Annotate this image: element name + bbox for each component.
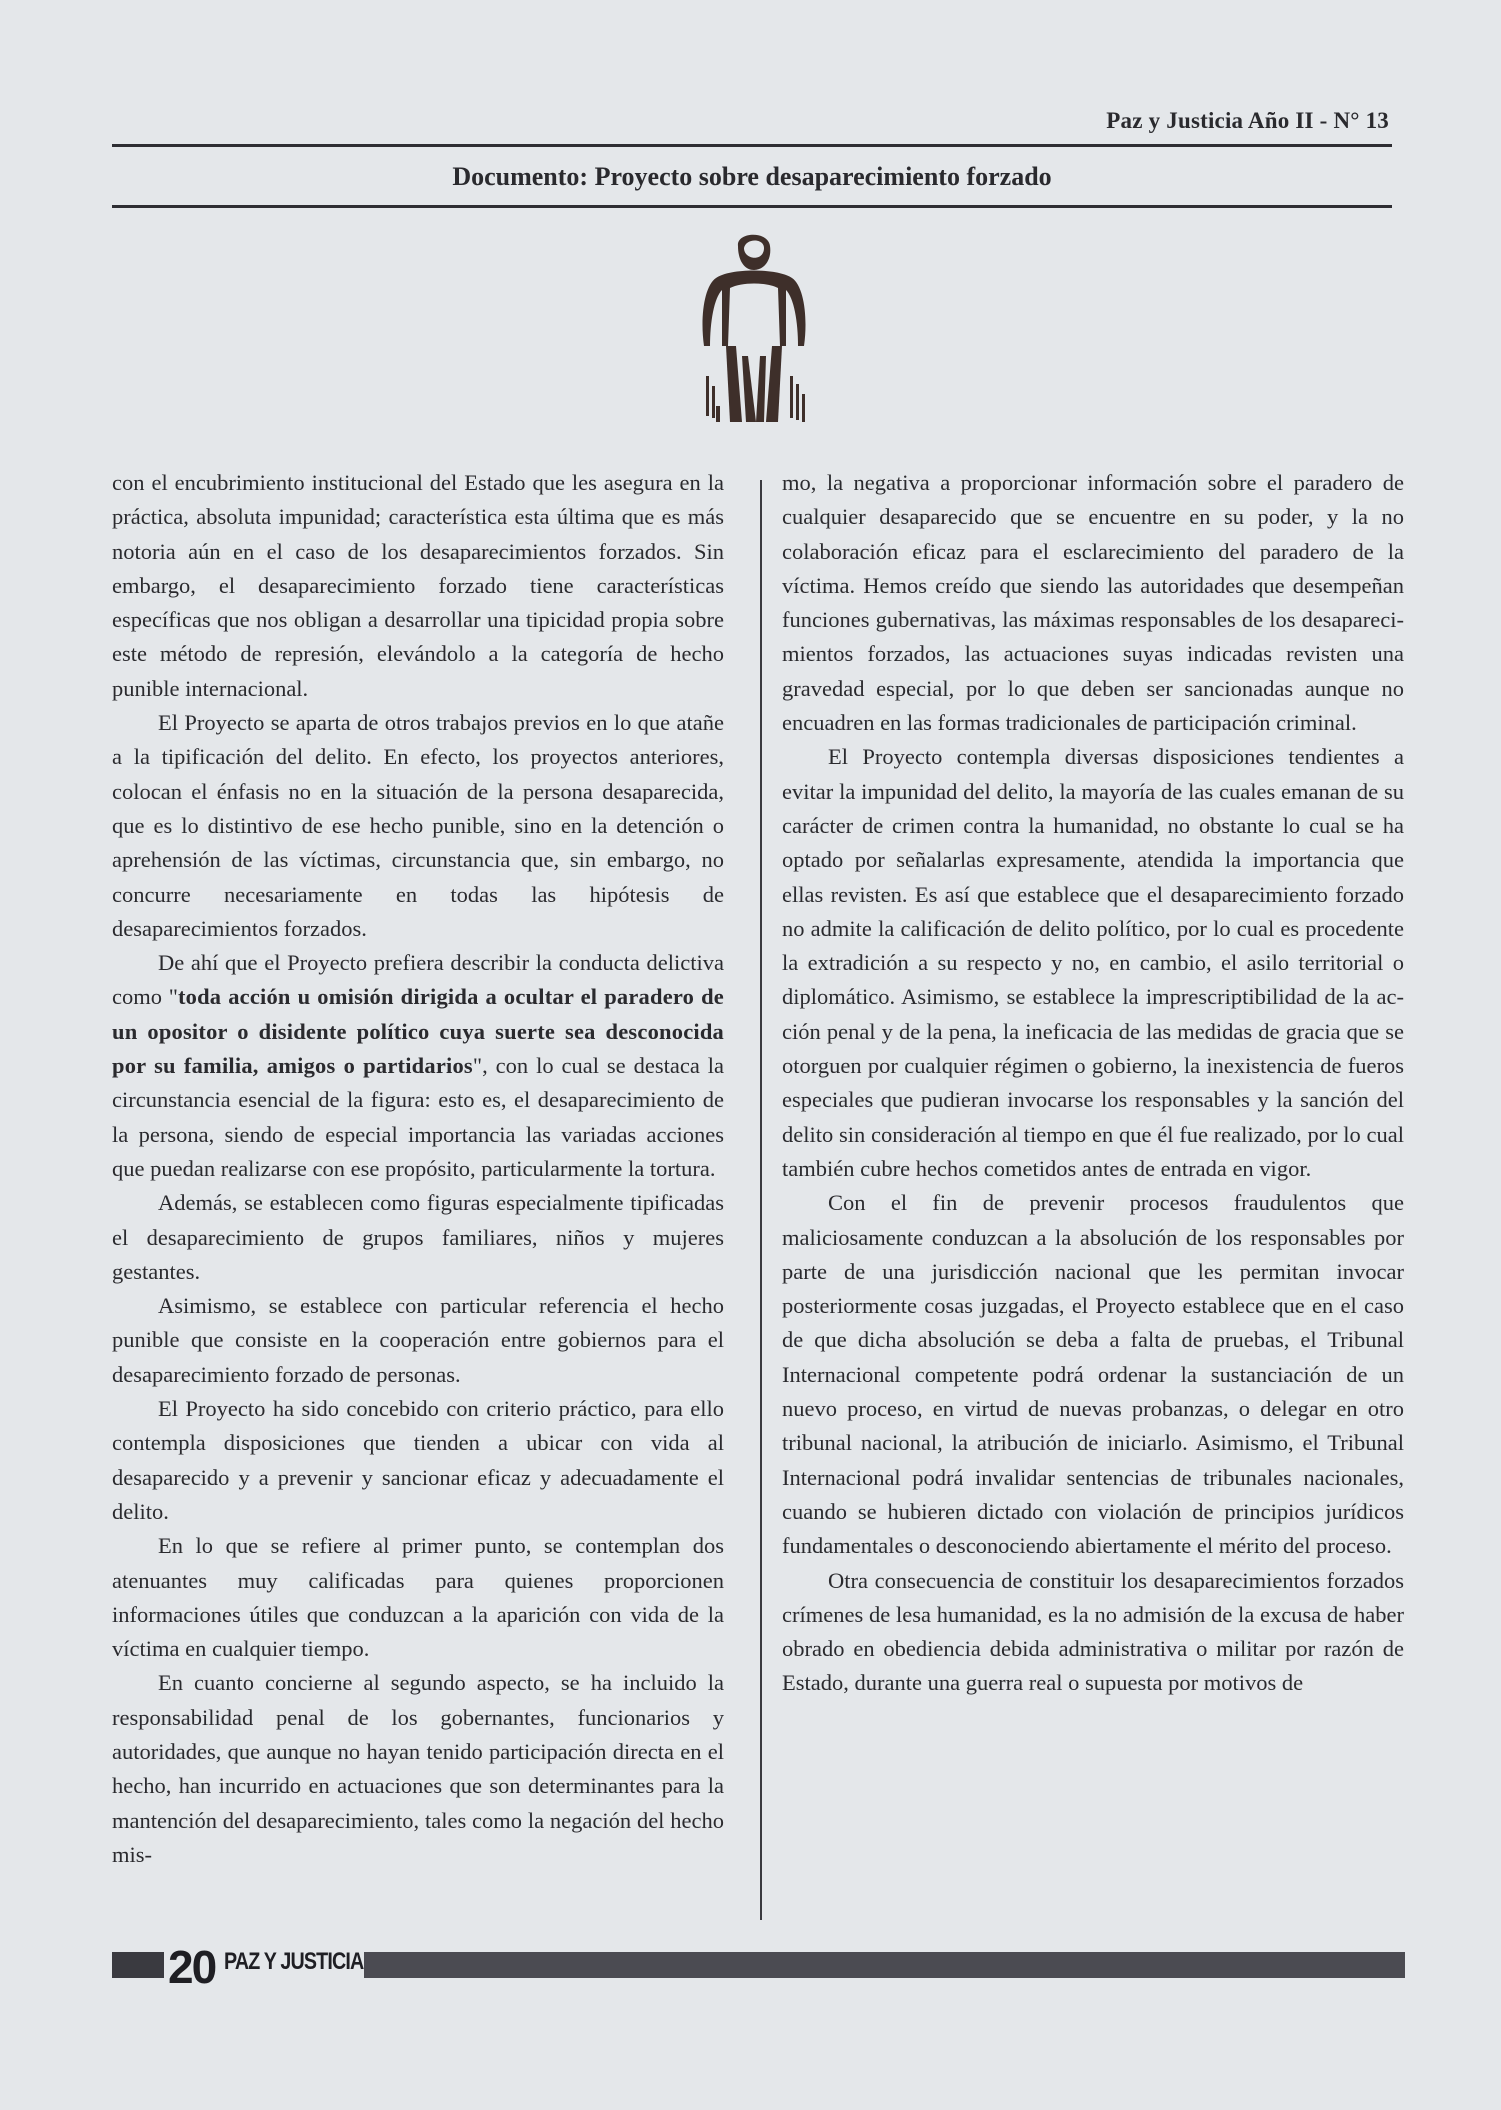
paragraph: El Proyecto contempla diversas disposiciones tendientes a evitar la impunidad del delito, la mayoría de las cuales emanan de su carácter de crimen contra la humanidad, no obstante lo cual se ha optado por señalarlas expresamente, atendida la importancia que ellas revisten. Es así que establece que el desaparecimiento forzado no admite la calificación de delito político, por lo cual es procedente la extradición a su respecto y no, en cambio, el asilo territorial o diplomático. Asimismo, se establece la imprescriptibilidad de la acción penal y de la pena, la ineficacia de las medidas de gracia que se otorguen por cualquier régimen o gobierno, la inexistencia de fueros especiales que pudieran invocarse los responsables y la sanción del delito sin consideración al tiempo en que él fue realizado, por lo cual también cubre hechos cometidos antes de entrada en vigor. xyxy=(782,744,1404,1181)
title-rule xyxy=(112,205,1392,208)
column-divider xyxy=(760,480,762,1920)
human-figure-icon xyxy=(686,226,820,426)
paragraph: En cuanto concierne al segundo aspecto, se ha incluido la responsabilidad penal de los gobernantes, funcionarios y autoridades, que aunque no hayan tenido participación directa en el hecho, han incurrido en actuaciones que son determinantes para la mantención del desaparecimiento, tales como la negación del hecho mis- xyxy=(112,1670,724,1867)
paragraph-with-quote xyxy=(112,946,724,1186)
quoted-definition: toda acción u omisión dirigida a ocultar el paradero de un opositor o disidente político cuya suerte sea desconocida por su familia, amigos o partidarios xyxy=(112,984,724,1079)
paragraph: Otra consecuencia de constituir los desaparecimientos forzados crímenes de lesa humanidad, es la no admisión de la excusa de haber obrado en obediencia debida administrativa o militar por razón de Estado, durante una guerra real o supuesta por motivos de xyxy=(782,1567,1404,1696)
running-head: Paz y Justicia Año II - N° 13 xyxy=(1106,108,1389,133)
paragraph: El Proyecto ha sido concebido con criterio práctico, para ello contempla disposiciones que tienden a ubicar con vida al desaparecido y a prevenir y sancionar eficaz y adecuadamente el delito. xyxy=(112,1396,724,1524)
paragraph: mo, la negativa a proporcionar información sobre el paradero de cualquier desaparecido que se encuentre en su poder, y la no colaboración eficaz para el esclarecimiento del paradero de la víctima. Hemos creído que siendo las autoridades que desempeñan funciones gubernativas, las máximas responsables de los desaparecimientos forzados, las actuaciones suyas indicadas revisten una gravedad especial, por lo que deben ser sancionadas aunque no encuadren en las formas tradicionales de participación criminal. xyxy=(782,470,1404,736)
paragraph: Además, se establecen como figuras especialmente tipificadas el desaparecimiento de grupos familiares, niños y mujeres gestantes. xyxy=(112,1190,724,1284)
paragraph-text: ", con lo cual se destaca la circunstancia esencial de la figura: esto es, el desaparecimiento de la persona, siendo de especial importancia las variadas acciones que puedan realizarse con ese propósito, particularmente la tortura. xyxy=(112,1053,724,1181)
right-column xyxy=(782,466,1404,1701)
left-column xyxy=(112,466,724,1872)
page-number: 20 xyxy=(168,1941,216,1993)
page-footer xyxy=(112,1941,1405,1993)
magazine-name: PAZ Y JUSTICIA xyxy=(224,1948,364,1975)
header-rule xyxy=(112,144,1392,147)
paragraph: Con el fin de prevenir procesos fraudulentos que maliciosamente conduzcan a la absolución de los responsables por parte de una jurisdicción nacional que les permitan invocar posteriormente cosas juzgadas, el Proyecto establece que en el caso de que dicha absolución se deba a falta de pruebas, el Tribunal Internacional competente podrá ordenar la sustanciación de un nuevo proceso, en virtud de nuevas probanzas, o delegar en otro tribunal nacional, la atribución de iniciarlo. Asimismo, el Tribunal Internacional podrá invalidar sentencias de tribunales nacionales, cuando se hubieren dictado con violación de principios jurídicos fundamentales o desconociendo abiertamente el mérito del proceso. xyxy=(782,1190,1404,1559)
footer-bar-right xyxy=(364,1952,1405,1978)
paragraph-text: De ahí que el Proyecto prefiera describir la conducta delictiva como " xyxy=(112,950,724,1010)
paragraph: El Proyecto se aparta de otros trabajos previos en lo que atañe a la tipificación del delito. En efecto, los proyectos anteriores, colocan el énfasis no en la situación de la persona desaparecida, que es lo distintivo de ese hecho punible, sino en la detención o aprehensión de las víctimas, circunstancia que, sin embargo, no concurre necesariamente en todas las hipótesis de desaparecimientos forzados. xyxy=(112,710,724,941)
paragraph: con el encubrimiento institucional del Estado que les asegura en la práctica, absoluta impunidad; característica esta última que es más notoria aún en el caso de los desaparecimientos forzados. Sin embargo, el desaparecimiento forzado tiene características específicas que nos obligan a desarrollar una tipicidad propia sobre este método de represión, elevándolo a la categoría de hecho punible internacional. xyxy=(112,470,724,701)
paragraph: En lo que se refiere al primer punto, se contemplan dos atenuantes muy calificadas para quienes proporcionen informaciones útiles que conduzcan a la aparición con vida de la víctima en cualquier tiempo. xyxy=(112,1533,724,1662)
paragraph: Asimismo, se establece con particular referencia el hecho punible que consiste en la cooperación entre gobiernos para el desaparecimiento forzado de personas. xyxy=(112,1293,724,1387)
document-title: Documento: Proyecto sobre desaparecimiento forzado xyxy=(452,162,1052,191)
footer-bar-left xyxy=(112,1952,164,1978)
